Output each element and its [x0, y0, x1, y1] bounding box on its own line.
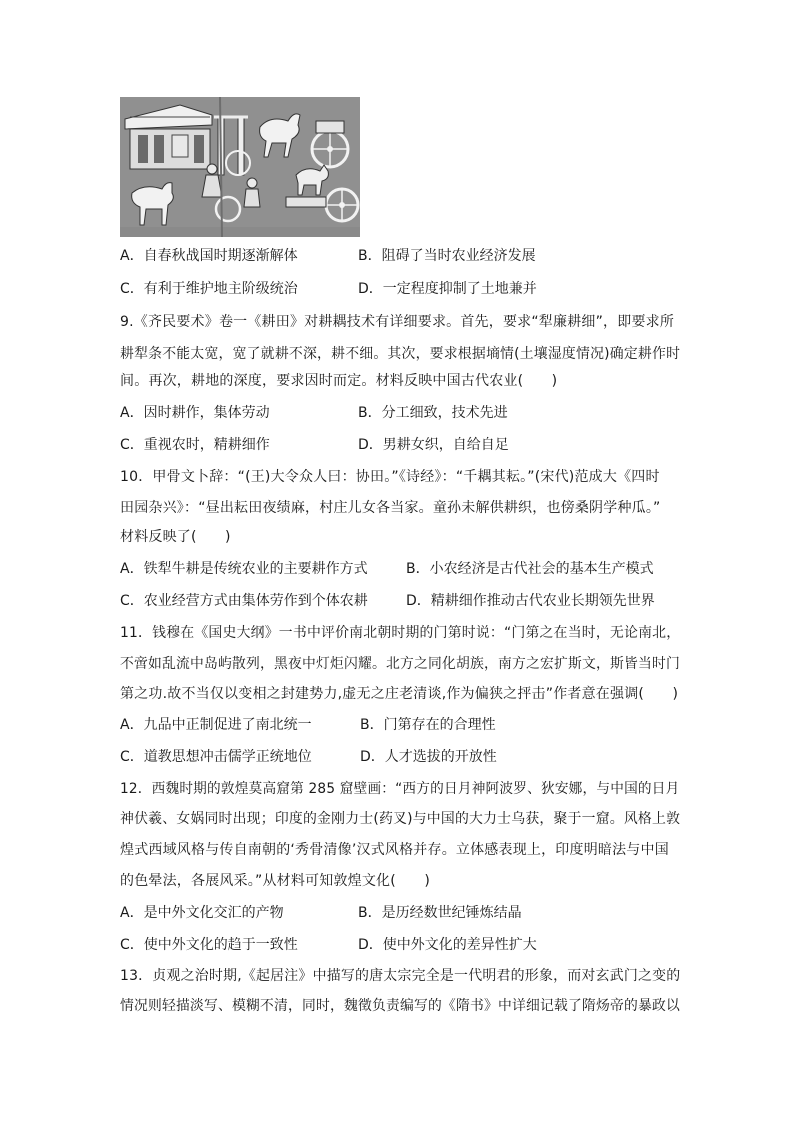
q13-stem-line-2: 情况则轻描淡写、模糊不清，同时，魏徵负责编写的《隋书》中详细记载了隋炀帝的暴政以 — [120, 998, 680, 1014]
q10-stem-line-1: 10．甲骨文卜辞：“(王)大令众人曰：协田。”《诗经》：“千耦其耘。”(宋代)范成大《四时 — [120, 469, 660, 485]
q12-option-c[interactable]: C．使中外文化的趋于一致性 — [120, 937, 298, 953]
q8-option-b[interactable]: B．阻碍了当时农业经济发展 — [358, 248, 536, 264]
rubbing-image-icon — [120, 97, 360, 237]
q12-option-d[interactable]: D．使中外文化的差异性扩大 — [358, 937, 537, 953]
q12-stem-line-2: 神伏羲、女娲同时出现；印度的金刚力士(药叉)与中国的大力士乌获，聚于一窟。风格上敦 — [120, 811, 681, 827]
q10-stem-line-2: 田园杂兴》：“昼出耘田夜绩麻，村庄儿女各当家。童孙未解供耕织，也傍桑阴学种瓜。” — [120, 500, 661, 516]
q11-stem-line-1: 11．钱穆在《国史大纲》一书中评价南北朝时期的门第时说：“门第之在当时，无论南北， — [120, 625, 681, 641]
q11-stem-line-3: 第之功.故不当仅以变相之封建势力,虚无之庄老清谈,作为偏狭之抨击”作者意在强调( ) — [120, 686, 679, 702]
q12-option-b[interactable]: B．是历经数世纪锤炼结晶 — [358, 905, 522, 921]
q10-option-a[interactable]: A．铁犁牛耕是传统农业的主要耕作方式 — [120, 561, 368, 577]
han-rubbing-image — [120, 97, 360, 237]
q9-stem-line-2: 耕犁条不能太宽，宽了就耕不深，耕不细。其次，要求根据墒情(土壤湿度情况)确定耕作时 — [120, 346, 681, 362]
q9-stem-line-1: 9.《齐民要术》卷一《耕田》对耕耦技术有详细要求。首先，要求“犁廉耕细”，即要求所 — [120, 314, 675, 330]
q12-stem-line-1: 12．西魏时期的敦煌莫高窟第 285 窟壁画：“西方的日月神阿波罗、狄安娜，与中国的日月 — [120, 781, 680, 797]
q9-option-b[interactable]: B．分工细致，技术先进 — [358, 405, 508, 421]
q12-stem-line-4: 的色晕法，各展风采。”从材料可知敦煌文化( ) — [120, 873, 430, 889]
q11-option-c[interactable]: C．道教思想冲击儒学正统地位 — [120, 749, 312, 765]
q10-option-b[interactable]: B．小农经济是古代社会的基本生产模式 — [406, 561, 654, 577]
q9-stem-line-3: 间。再次，耕地的深度，要求因时而定。材料反映中国古代农业( ) — [120, 373, 558, 389]
q8-option-c[interactable]: C．有利于维护地主阶级统治 — [120, 281, 298, 297]
q10-option-c[interactable]: C．农业经营方式由集体劳作到个体农耕 — [120, 593, 368, 609]
q9-option-d[interactable]: D．男耕女织，自给自足 — [358, 437, 509, 453]
q8-option-d[interactable]: D．一定程度抑制了土地兼并 — [358, 281, 537, 297]
q12-stem-line-3: 煌式西域风格与传自南朝的‘秀骨清像’汉式风格并存。立体感表现上，印度明暗法与中国 — [120, 842, 669, 858]
q11-option-a[interactable]: A．九品中正制促进了南北统一 — [120, 717, 312, 733]
q13-stem-line-1: 13．贞观之治时期,《起居注》中描写的唐太宗完全是一代明君的形象，而对玄武门之变的 — [120, 968, 681, 984]
q9-option-c[interactable]: C．重视农时，精耕细作 — [120, 437, 270, 453]
q11-stem-line-2: 不啻如乱流中岛屿散列，黑夜中灯炬闪耀。北方之同化胡族，南方之宏扩斯文，斯皆当时门 — [120, 656, 680, 672]
q9-option-a[interactable]: A．因时耕作，集体劳动 — [120, 405, 270, 421]
q10-stem-line-3: 材料反映了( ) — [120, 529, 231, 545]
q8-option-a[interactable]: A．自春秋战国时期逐渐解体 — [120, 248, 298, 264]
q10-option-d[interactable]: D．精耕细作推动古代农业长期领先世界 — [406, 593, 655, 609]
q11-option-d[interactable]: D．人才选拔的开放性 — [360, 749, 497, 765]
q12-option-a[interactable]: A．是中外文化交汇的产物 — [120, 905, 284, 921]
q11-option-b[interactable]: B．门第存在的合理性 — [360, 717, 496, 733]
